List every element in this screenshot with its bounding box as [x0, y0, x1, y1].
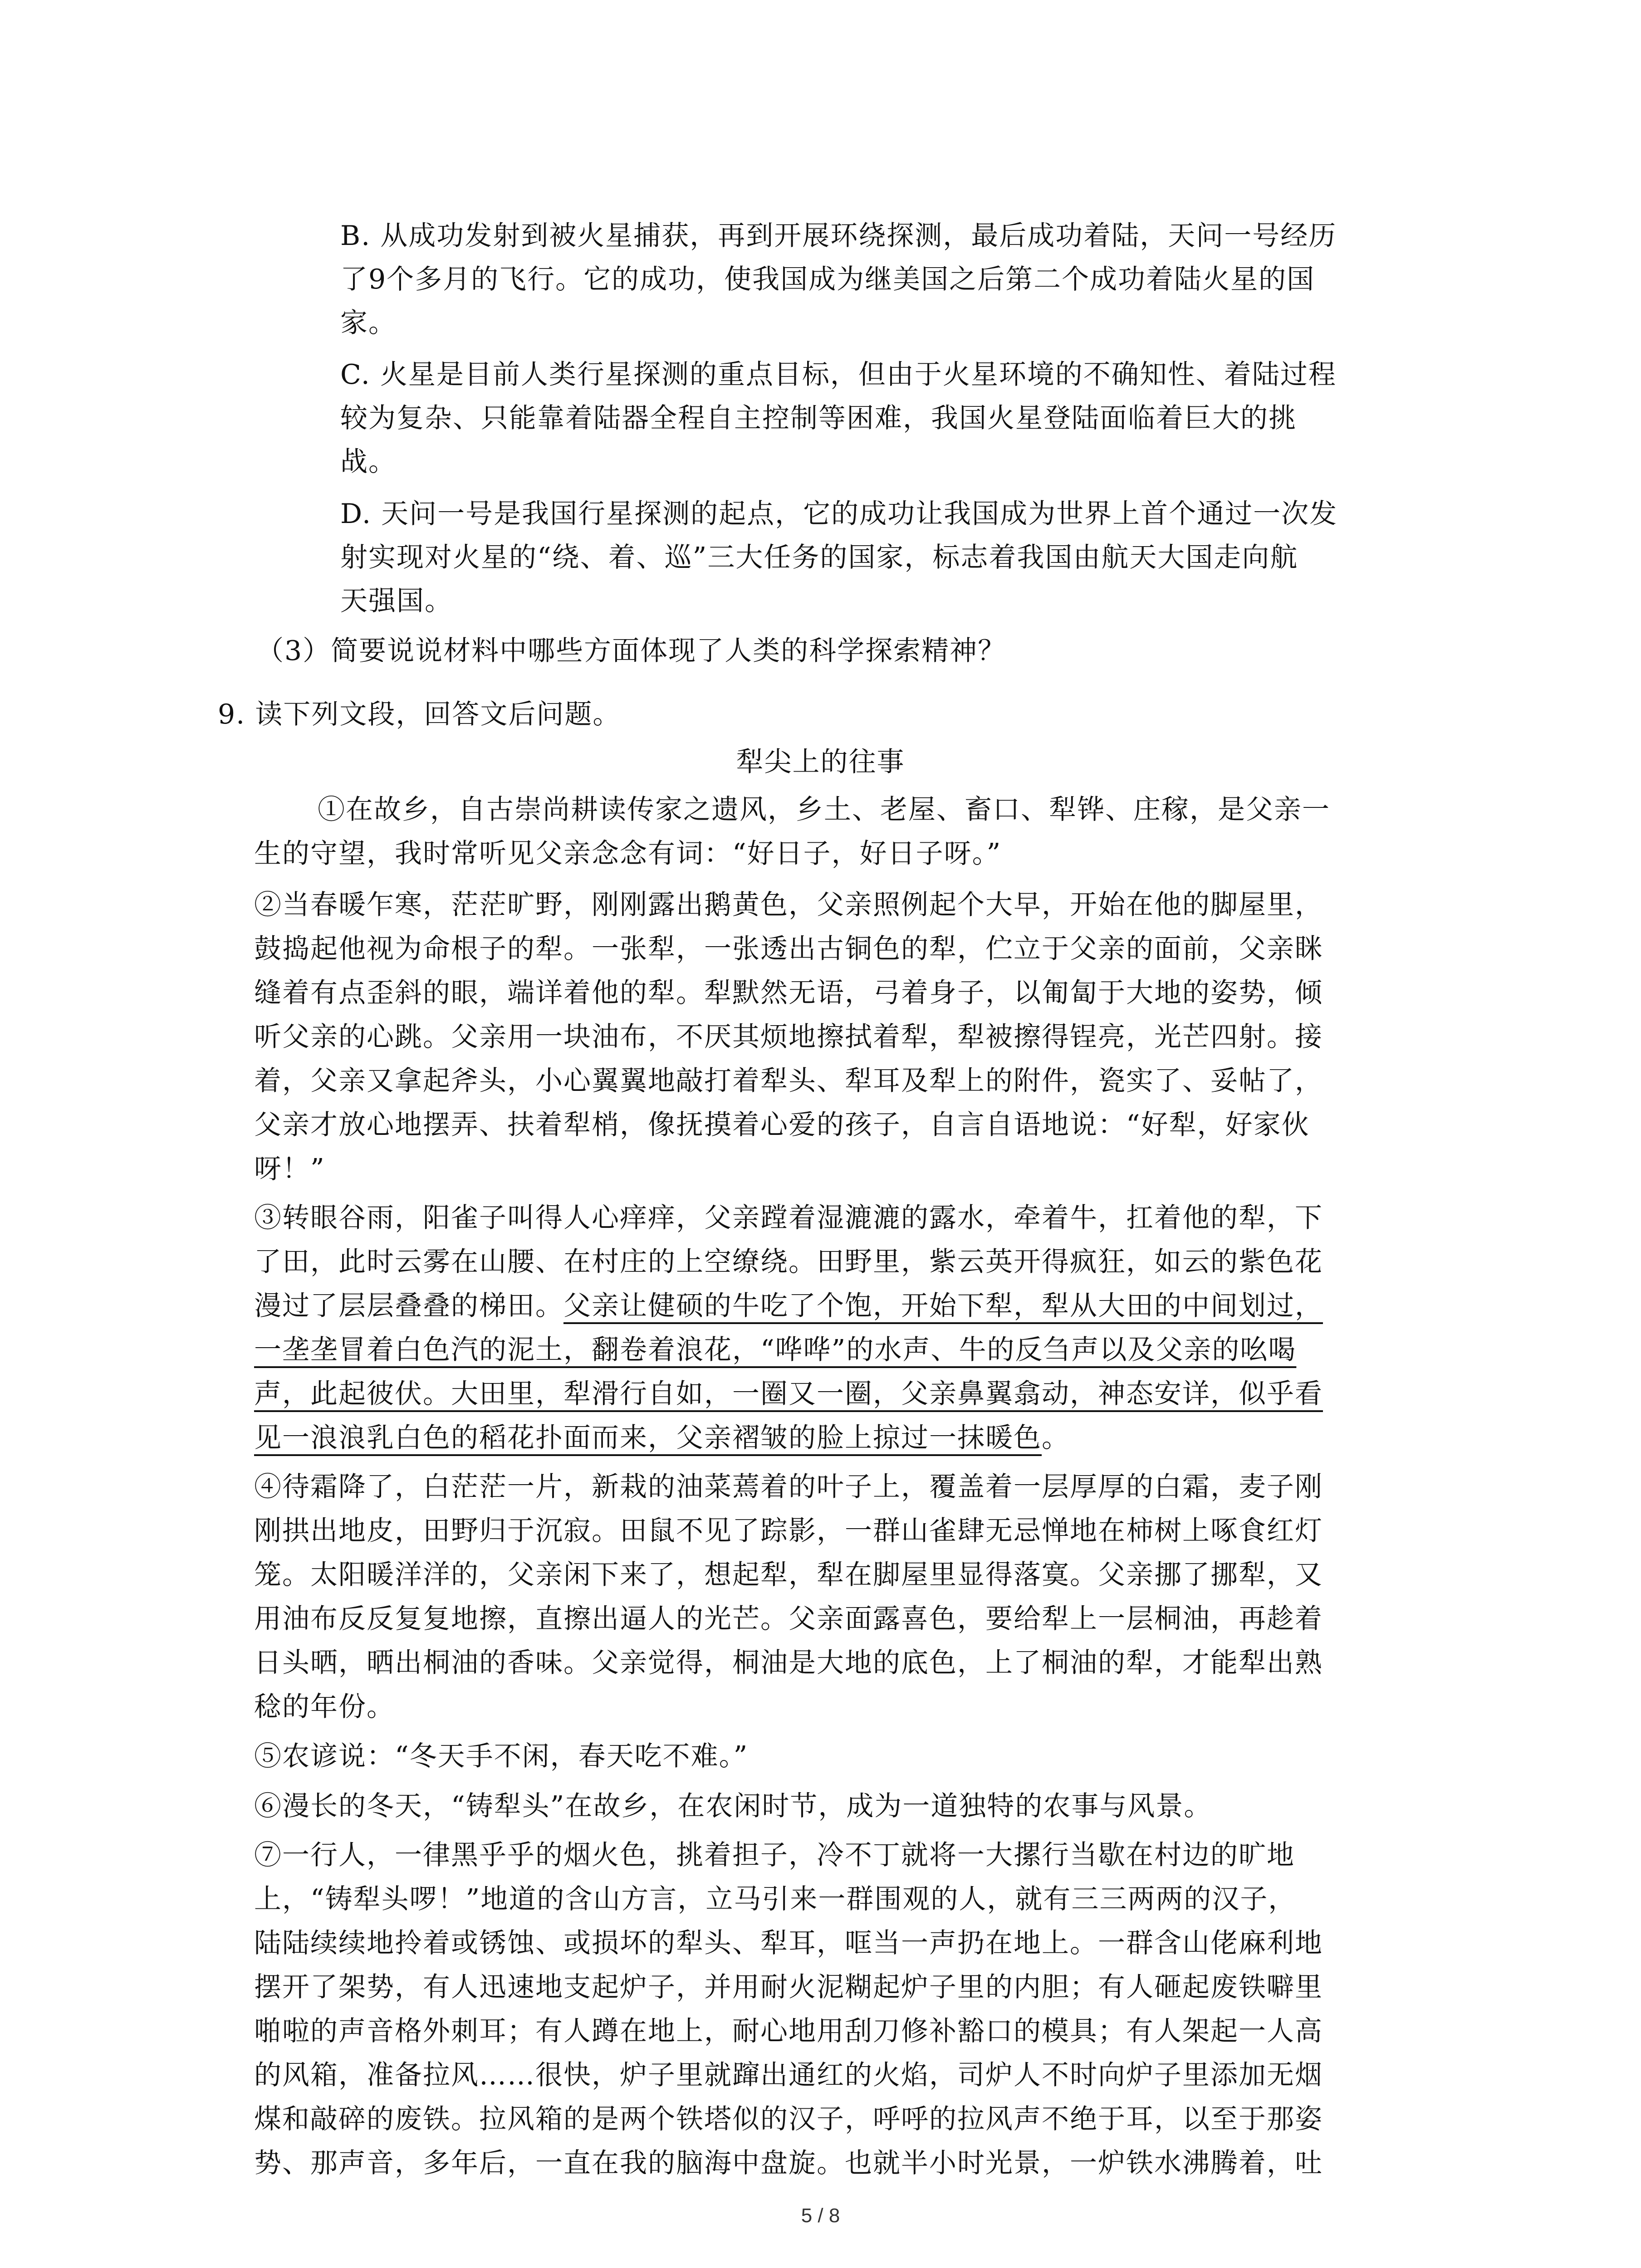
p1-line-2: 生的守望，我时常听见父亲念念有词：“好日子，好日子呀。” — [254, 838, 1002, 870]
p2-line-2: 鼓捣起他视为命根子的犁。一张犁，一张透出古铜色的犁，伫立于父亲的面前，父亲眯 — [254, 933, 1323, 965]
sub-question-3: （3）简要说说材料中哪些方面体现了人类的科学探索精神？ — [256, 635, 1006, 667]
option-c-line-2: 较为复杂、只能靠着陆器全程自主控制等困难，我国火星登陆面临着巨大的挑 — [340, 402, 1297, 434]
p4-line-4: 用油布反反复复地擦，直擦出逼人的光芒。父亲面露喜色，要给犁上一层桐油，再趁着 — [254, 1603, 1323, 1635]
p3-underlined-start: 父亲让健硕的牛吃了个饱，开始下犁，犁从大田的中间划过， — [563, 1290, 1323, 1322]
option-c-line-3: 战。 — [340, 446, 397, 478]
p5-line-1: ⑤农谚说：“冬天手不闲，春天吃不难。” — [254, 1740, 749, 1772]
p3-underlined-end: 见一浪浪乳白色的稻花扑面而来，父亲褶皱的脸上掠过一抹暖色 — [254, 1422, 1042, 1454]
p3-line-2: 了田，此时云雾在山腰、在村庄的上空缭绕。田野里，紫云英开得疯狂，如云的紫色花 — [254, 1246, 1323, 1278]
p6-line-1: ⑥漫长的冬天，“铸犁头”在故乡，在农闲时节，成为一道独特的农事与风景。 — [254, 1790, 1212, 1822]
p7-line-5: 啪啦的声音格外刺耳；有人蹲在地上，耐心地用刮刀修补豁口的模具；有人架起一人高 — [254, 2015, 1323, 2047]
p3-underlined-line-4: 一垄垄冒着白色汽的泥土，翻卷着浪花，“哗哗”的水声、牛的反刍声以及父亲的吆喝 — [254, 1334, 1297, 1366]
option-b-line-2: 了9个多月的飞行。它的成功，使我国成为继美国之后第二个成功着陆火星的国 — [340, 264, 1315, 295]
p4-line-5: 日头晒，晒出桐油的香味。父亲觉得，桐油是大地的底色，上了桐油的犁，才能犁出熟 — [254, 1647, 1323, 1679]
option-c-line-1: C. 火星是目前人类行星探测的重点目标，但由于火星环境的不确知性、着陆过程 — [340, 359, 1337, 391]
option-b-line-1: B. 从成功发射到被火星捕获，再到开展环绕探测，最后成功着陆，天问一号经历 — [340, 220, 1337, 252]
p2-line-1: ②当春暖乍寒，茫茫旷野，刚刚露出鹅黄色，父亲照例起个大早，开始在他的脚屋里， — [254, 889, 1323, 921]
p4-line-3: 笼。太阳暖洋洋的，父亲闲下来了，想起犁，犁在脚屋里显得落寞。父亲挪了挪犁，又 — [254, 1559, 1323, 1591]
p2-line-7: 呀！” — [254, 1153, 325, 1185]
p3-line-6 — [254, 1415, 1070, 1461]
p2-line-5: 着，父亲又拿起斧头，小心翼翼地敲打着犁头、犁耳及犁上的附件，瓷实了、妥帖了， — [254, 1065, 1323, 1097]
p7-line-3: 陆陆续续地拎着或锈蚀、或损坏的犁头、犁耳，哐当一声扔在地上。一群含山佬麻利地 — [254, 1927, 1323, 1959]
p1-line-1: ①在故乡，自古崇尚耕读传家之遗风，乡土、老屋、畜口、犁铧、庄稼，是父亲一 — [318, 794, 1330, 826]
p7-line-2: 上，“铸犁头啰！”地道的含山方言，立马引来一群围观的人，就有三三两两的汉子， — [254, 1883, 1297, 1915]
p7-line-7: 煤和敲碎的废铁。拉风箱的是两个铁塔似的汉子，呼呼的拉风声不绝于耳，以至于那姿 — [254, 2103, 1323, 2135]
p7-line-4: 摆开了架势，有人迅速地支起炉子，并用耐火泥糊起炉子里的内胆；有人砸起废铁噼里 — [254, 1971, 1323, 2003]
p4-line-6: 稔的年份。 — [254, 1691, 395, 1723]
option-d-line-3: 天强国。 — [340, 585, 453, 617]
p2-line-6: 父亲才放心地摆弄、扶着犁梢，像抚摸着心爱的孩子，自言自语地说：“好犁，好家伙 — [254, 1109, 1310, 1141]
p3-line-3 — [254, 1283, 1323, 1329]
p3-line-3-plain: 漫过了层层叠叠的梯田。 — [254, 1290, 563, 1322]
option-d-line-1: D. 天问一号是我国行星探测的起点，它的成功让我国成为世界上首个通过一次发 — [340, 498, 1338, 530]
p7-line-6: 的风箱，准备拉风……很快，炉子里就蹿出通红的火焰，司炉人不时向炉子里添加无烟 — [254, 2059, 1323, 2091]
option-b-line-3: 家。 — [340, 307, 397, 339]
question-9-prompt: 9. 读下列文段，回答文后问题。 — [218, 699, 621, 730]
p4-line-1: ④待霜降了，白茫茫一片，新栽的油菜蔫着的叶子上，覆盖着一层厚厚的白霜，麦子刚 — [254, 1471, 1323, 1503]
p4-line-2: 刚拱出地皮，田野归于沉寂。田鼠不见了踪影，一群山雀肆无忌惮地在柿树上啄食红灯 — [254, 1515, 1323, 1547]
p2-line-3: 缝着有点歪斜的眼，端详着他的犁。犁默然无语，弓着身子，以匍匐于大地的姿势，倾 — [254, 977, 1323, 1009]
p3-underlined-line-5: 声，此起彼伏。大田里，犁滑行自如，一圈又一圈，父亲鼻翼翕动，神态安详，似乎看 — [254, 1378, 1323, 1410]
p3-line-1: ③转眼谷雨，阳雀子叫得人心痒痒，父亲蹚着湿漉漉的露水，牵着牛，扛着他的犁，下 — [254, 1202, 1323, 1234]
p7-line-8: 势、那声音，多年后，一直在我的脑海中盘旋。也就半小时光景，一炉铁水沸腾着，吐 — [254, 2147, 1323, 2179]
p2-line-4: 听父亲的心跳。父亲用一块油布，不厌其烦地擦拭着犁，犁被擦得锃亮，光芒四射。接 — [254, 1021, 1323, 1053]
p7-line-1: ⑦一行人，一律黑乎乎的烟火色，挑着担子，冷不丁就将一大摞行当歇在村边的旷地 — [254, 1839, 1295, 1871]
p3-line-6-end: 。 — [1042, 1422, 1070, 1454]
passage-title: 犁尖上的往事 — [736, 746, 905, 778]
page-number: 5 / 8 — [801, 2204, 840, 2227]
option-d-line-2: 射实现对火星的“绕、着、巡”三大任务的国家，标志着我国由航天大国走向航 — [340, 542, 1298, 573]
